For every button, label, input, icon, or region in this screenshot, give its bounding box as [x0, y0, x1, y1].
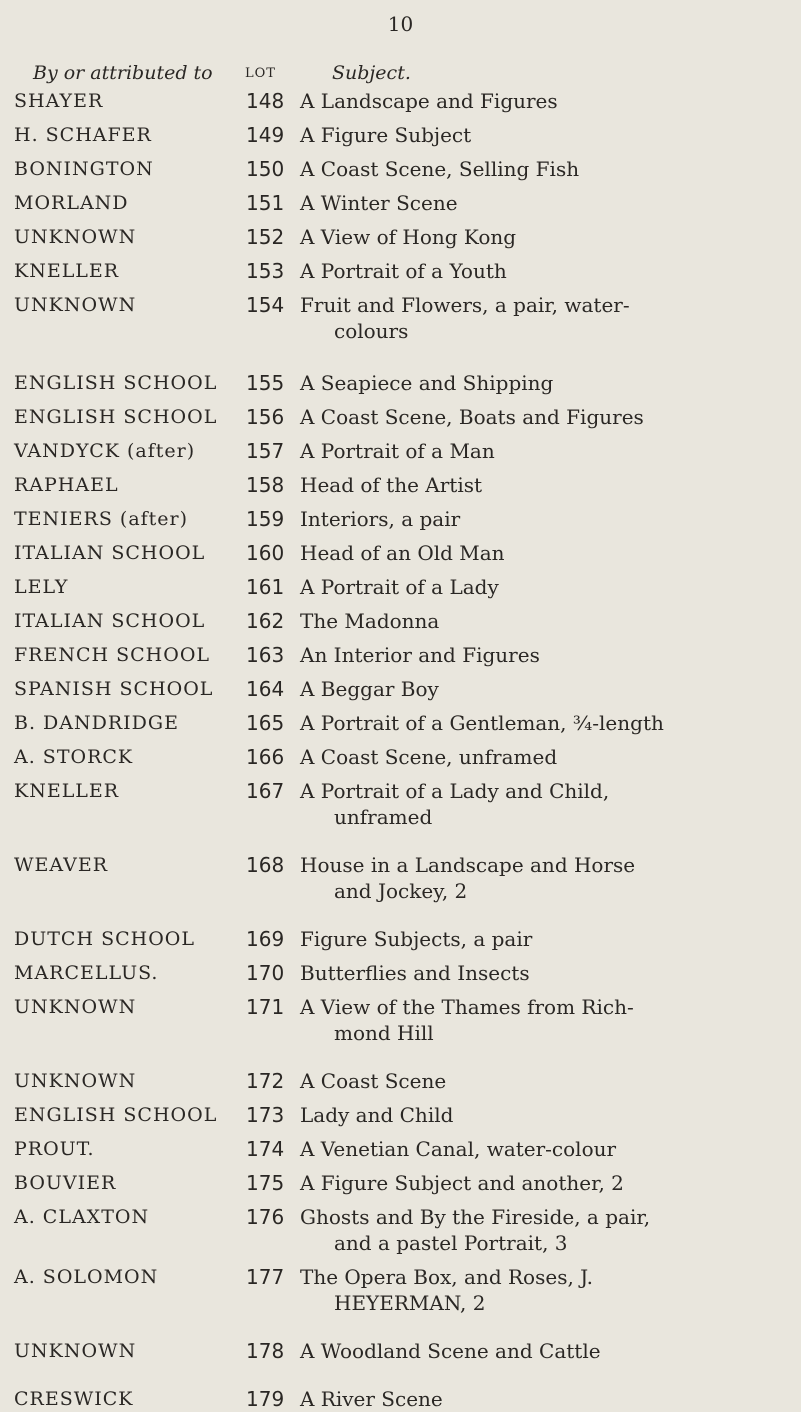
lot-row [0, 994, 801, 1046]
lot-subject [288, 370, 758, 396]
subject-continuation: HEYERMAN, 2 [334, 1291, 486, 1315]
subject-line: A Portrait of a Gentleman, ¾-length [300, 711, 664, 735]
lot-subject [288, 1170, 758, 1196]
lot-subject [288, 574, 758, 600]
lot-row [0, 1264, 801, 1316]
artist-name: BONINGTON [14, 158, 154, 180]
lot-subject [288, 540, 758, 566]
lot-number: 170 [246, 961, 285, 985]
lot-column-header: LOT [245, 66, 276, 81]
lot-number: 160 [246, 541, 285, 565]
artist-name: ENGLISH SCHOOL [14, 1104, 218, 1126]
lot-row [0, 608, 801, 634]
lot-subject [288, 156, 758, 182]
artist-name: PROUT. [14, 1138, 95, 1160]
artist-name: KNELLER [14, 260, 120, 282]
lot-number: 164 [246, 677, 285, 701]
subject-line: A Landscape and Figures [300, 89, 558, 113]
lot-row [0, 710, 801, 736]
artist-name: CRESWICK [14, 1388, 134, 1410]
artist-name: A. STORCK [14, 746, 134, 768]
artist-name: A. CLAXTON [14, 1206, 150, 1228]
lot-row [0, 224, 801, 250]
lot-subject [288, 506, 758, 532]
lot-subject [288, 404, 758, 430]
lot-number: 153 [246, 259, 285, 283]
lot-row [0, 258, 801, 284]
artist-column-header: By or attributed to [33, 62, 213, 84]
lot-subject [288, 960, 758, 986]
artist-name: SHAYER [14, 90, 104, 112]
lot-row [0, 1136, 801, 1162]
subject-line: A River Scene [300, 1387, 443, 1411]
lot-number: 165 [246, 711, 285, 735]
lot-subject [288, 778, 758, 830]
lot-row [0, 1170, 801, 1196]
subject-line: A Woodland Scene and Cattle [300, 1339, 601, 1363]
subject-line: A Coast Scene [300, 1069, 447, 1093]
lot-number: 168 [246, 853, 285, 877]
lot-number: 159 [246, 507, 285, 531]
lot-row [0, 472, 801, 498]
lot-number: 176 [246, 1205, 285, 1229]
lot-subject [288, 676, 758, 702]
lot-row [0, 404, 801, 430]
subject-continuation: mond Hill [334, 1021, 434, 1045]
lot-row [0, 88, 801, 114]
lot-number: 150 [246, 157, 285, 181]
lot-row [0, 926, 801, 952]
lot-subject [288, 1204, 758, 1256]
subject-line: A Coast Scene, Boats and Figures [300, 405, 644, 429]
lot-number: 151 [246, 191, 285, 215]
subject-line: Head of the Artist [300, 473, 483, 497]
lot-number: 148 [246, 89, 285, 113]
lot-number: 149 [246, 123, 285, 147]
lot-subject [288, 744, 758, 770]
subject-line: A Coast Scene, Selling Fish [300, 157, 580, 181]
lot-row [0, 852, 801, 904]
subject-continuation: and a pastel Portrait, 3 [334, 1231, 568, 1255]
subject-line: An Interior and Figures [300, 643, 540, 667]
lot-row [0, 438, 801, 464]
subject-line: Fruit and Flowers, a pair, water- [300, 293, 630, 317]
lot-subject [288, 258, 758, 284]
artist-name: WEAVER [14, 854, 109, 876]
artist-name: SPANISH SCHOOL [14, 678, 214, 700]
artist-name: B. DANDRIDGE [14, 712, 179, 734]
artist-name: MARCELLUS. [14, 962, 159, 984]
lot-number: 177 [246, 1265, 285, 1289]
subject-line: Butterflies and Insects [300, 961, 530, 985]
subject-line: A Portrait of a Man [300, 439, 495, 463]
lot-subject [288, 88, 758, 114]
lot-list [0, 88, 801, 1412]
subject-line: A Beggar Boy [300, 677, 439, 701]
subject-line: Ghosts and By the Fireside, a pair, [300, 1205, 651, 1229]
artist-name: KNELLER [14, 780, 120, 802]
lot-number: 155 [246, 371, 285, 395]
subject-line: A Figure Subject and another, 2 [300, 1171, 624, 1195]
lot-row [0, 156, 801, 182]
lot-number: 169 [246, 927, 285, 951]
lot-subject [288, 292, 758, 344]
lot-subject [288, 710, 758, 736]
subject-line: The Madonna [300, 609, 440, 633]
subject-line: Interiors, a pair [300, 507, 461, 531]
lot-row [0, 506, 801, 532]
lot-number: 174 [246, 1137, 285, 1161]
lot-number: 179 [246, 1387, 285, 1411]
subject-line: A Figure Subject [300, 123, 472, 147]
subject-column-header: Subject. [332, 62, 411, 84]
lot-row [0, 676, 801, 702]
lot-subject [288, 122, 758, 148]
artist-name: DUTCH SCHOOL [14, 928, 195, 950]
lot-row [0, 574, 801, 600]
artist-name: UNKNOWN [14, 1070, 137, 1092]
subject-line: A Portrait of a Lady [300, 575, 499, 599]
subject-continuation: colours [334, 319, 409, 343]
lot-number: 175 [246, 1171, 285, 1195]
lot-subject [288, 1264, 758, 1316]
artist-name: FRENCH SCHOOL [14, 644, 211, 666]
lot-row [0, 122, 801, 148]
lot-row [0, 1386, 801, 1412]
artist-name: H. SCHAFER [14, 124, 152, 146]
lot-number: 171 [246, 995, 285, 1019]
subject-continuation: unframed [334, 805, 433, 829]
lot-subject [288, 190, 758, 216]
lot-subject [288, 852, 758, 904]
page-number: 10 [387, 12, 414, 36]
subject-line: A View of the Thames from Rich- [300, 995, 634, 1019]
subject-line: A Coast Scene, unframed [300, 745, 558, 769]
lot-number: 158 [246, 473, 285, 497]
lot-subject [288, 1068, 758, 1094]
lot-number: 161 [246, 575, 285, 599]
subject-continuation: and Jockey, 2 [334, 879, 468, 903]
lot-number: 163 [246, 643, 285, 667]
lot-number: 157 [246, 439, 285, 463]
lot-number: 152 [246, 225, 285, 249]
lot-number: 162 [246, 609, 285, 633]
lot-number: 154 [246, 293, 285, 317]
lot-subject [288, 1136, 758, 1162]
artist-name: RAPHAEL [14, 474, 119, 496]
artist-name: TENIERS (after) [14, 508, 189, 530]
artist-name: ENGLISH SCHOOL [14, 372, 218, 394]
subject-line: A View of Hong Kong [300, 225, 517, 249]
artist-name: UNKNOWN [14, 996, 137, 1018]
artist-name: MORLAND [14, 192, 129, 214]
artist-name: A. SOLOMON [14, 1266, 159, 1288]
artist-name: ITALIAN SCHOOL [14, 542, 206, 564]
lot-number: 167 [246, 779, 285, 803]
lot-number: 156 [246, 405, 285, 429]
subject-line: The Opera Box, and Roses, J. [300, 1265, 593, 1289]
artist-name: UNKNOWN [14, 1340, 137, 1362]
subject-line: A Portrait of a Lady and Child, [300, 779, 610, 803]
subject-line: A Seapiece and Shipping [300, 371, 554, 395]
lot-subject [288, 472, 758, 498]
lot-row [0, 744, 801, 770]
artist-name: VANDYCK (after) [14, 440, 196, 462]
lot-row [0, 642, 801, 668]
lot-subject [288, 608, 758, 634]
subject-line: A Venetian Canal, water-colour [300, 1137, 617, 1161]
lot-row [0, 1102, 801, 1128]
artist-name: ITALIAN SCHOOL [14, 610, 206, 632]
lot-row [0, 190, 801, 216]
artist-name: UNKNOWN [14, 226, 137, 248]
subject-line: Lady and Child [300, 1103, 454, 1127]
artist-name: LELY [14, 576, 69, 598]
artist-name: BOUVIER [14, 1172, 117, 1194]
artist-name: UNKNOWN [14, 294, 137, 316]
subject-line: A Winter Scene [300, 191, 458, 215]
lot-subject [288, 994, 758, 1046]
lot-subject [288, 438, 758, 464]
lot-number: 172 [246, 1069, 285, 1093]
lot-subject [288, 1338, 758, 1364]
subject-line: A Portrait of a Youth [300, 259, 507, 283]
lot-row [0, 960, 801, 986]
lot-subject [288, 926, 758, 952]
lot-row [0, 1068, 801, 1094]
lot-row [0, 292, 801, 344]
artist-name: ENGLISH SCHOOL [14, 406, 218, 428]
lot-subject [288, 1102, 758, 1128]
lot-subject [288, 224, 758, 250]
lot-subject [288, 642, 758, 668]
lot-number: 173 [246, 1103, 285, 1127]
subject-line: Figure Subjects, a pair [300, 927, 533, 951]
lot-row [0, 1204, 801, 1256]
lot-number: 166 [246, 745, 285, 769]
subject-line: House in a Landscape and Horse [300, 853, 636, 877]
lot-row [0, 1338, 801, 1364]
lot-row [0, 778, 801, 830]
subject-line: Head of an Old Man [300, 541, 505, 565]
lot-row [0, 370, 801, 396]
lot-row [0, 540, 801, 566]
lot-subject [288, 1386, 758, 1412]
lot-number: 178 [246, 1339, 285, 1363]
